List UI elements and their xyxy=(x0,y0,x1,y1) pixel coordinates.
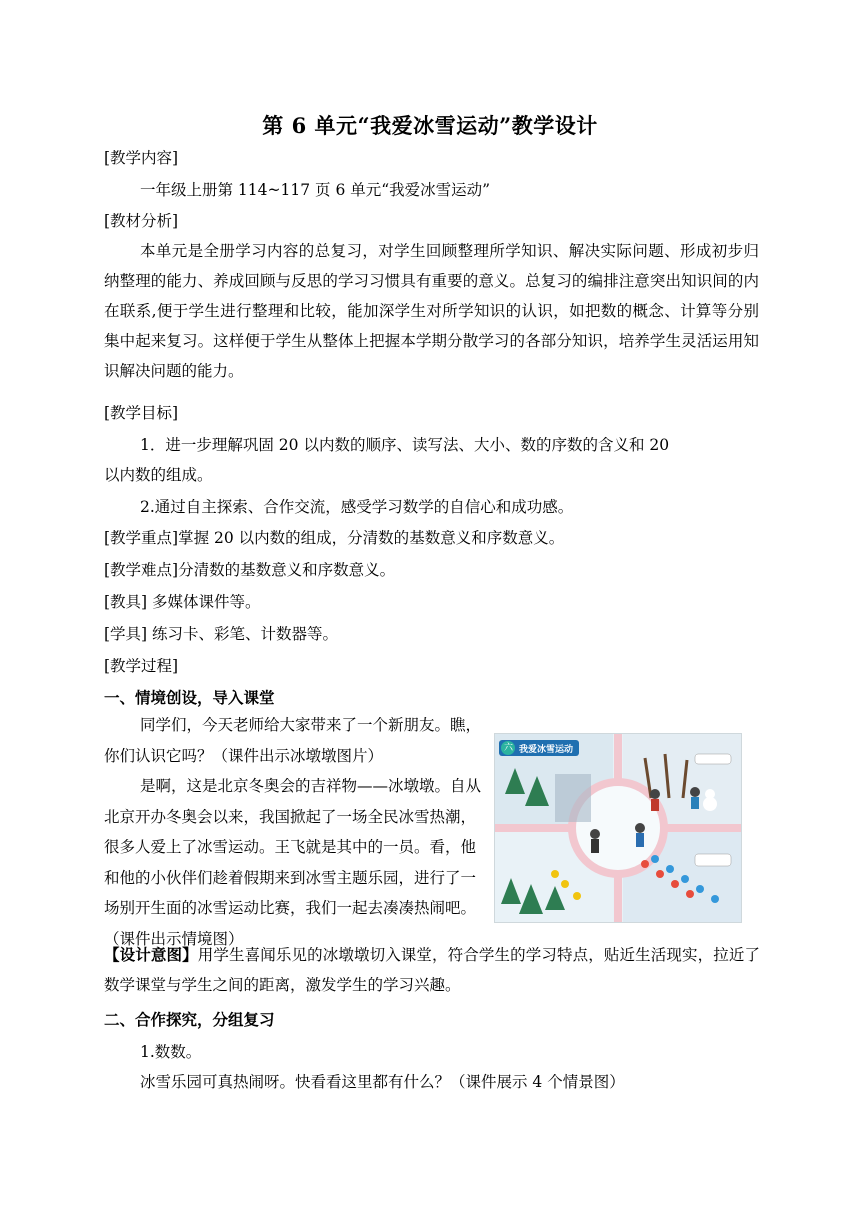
analysis-paragraph: 本单元是全册学习内容的总复习，对学生回顾整理所学知识、解决实际问题、形成初步归纳整理的能力、养成回顾与反思的学习习惯具有重要的意义。总复习的编排注意突出知识间的内在联系,便于学生进行整理和比较，能加深学生对所学知识的认识，如把数的概念、计算等分别集中起来复习。这样便于学生从整体上把握本学期分散学习的各部分知识，培养学生灵活运用知识解决问题的能力。 xyxy=(104,242,759,380)
section-heading-difficulty: [教学难点] xyxy=(104,561,179,579)
section-heading-key: [教学重点] xyxy=(104,529,179,547)
design-intent-heading: 【设计意图】 xyxy=(104,945,198,964)
goal-1-line-b: 以内数的组成。 xyxy=(104,466,213,484)
step-2-heading: 二、合作探究，分组复习 xyxy=(104,1010,275,1029)
section-heading-tools: [教具] xyxy=(104,593,148,611)
student-tools-row xyxy=(104,622,338,644)
key-point-text: 掌握 20 以内数的组成，分清数的基数意义和序数意义。 xyxy=(178,529,565,547)
content-text: 一年级上册第 114~117 页 6 单元“我爱冰雪运动” xyxy=(140,181,491,199)
scene-illustration-svg xyxy=(495,734,741,922)
goal-2: 2.通过自主探索、合作交流，感受学习数学的自信心和成功感。 xyxy=(140,498,574,516)
step-2-text: 冰雪乐园可真热闹呀。快看看这里都有什么？（课件展示 4 个情景图） xyxy=(140,1073,625,1091)
section-heading-analysis: [教材分析] xyxy=(104,212,179,230)
page-title: 第 6 单元“我爱冰雪运动”教学设计 xyxy=(262,113,598,138)
illustration-badge: 六 xyxy=(503,743,513,753)
section-heading-process: [教学过程] xyxy=(104,657,179,675)
step-1-paragraph-1: 同学们，今天老师给大家带来了一个新朋友。瞧，你们认识它吗？（课件出示冰墩墩图片） xyxy=(104,716,482,765)
section-heading-student-tools: [学具] xyxy=(104,625,148,643)
step-1-heading: 一、情境创设，导入课堂 xyxy=(104,688,275,707)
step-1-paragraph-2: 是啊，这是北京冬奥会的吉祥物——冰墩墩。自从北京开办冬奥会以来，我国掀起了一场全民冰雪热潮，很多人爱上了冰雪运动。王飞就是其中的一员。看，他和他的小伙伴们趁着假期来到冰雪主题乐园，进行了一场别开生面的冰雪运动比赛，我们一起去凑凑热闹吧。（课件出示情境图） xyxy=(104,777,482,948)
student-tools-text: 练习卡、彩笔、计数器等。 xyxy=(147,625,339,643)
tools-text: 多媒体课件等。 xyxy=(147,593,261,611)
goal-1-line-a: 1．进一步理解巩固 20 以内数的顺序、读写法、大小、数的序数的含义和 20 xyxy=(140,436,670,454)
key-point-row xyxy=(104,526,564,548)
design-intent-text: 用学生喜闻乐见的冰墩墩切入课堂，符合学生的学习特点，贴近生活现实，拉近了数学课堂与学生之间的距离，激发学生的学习兴趣。 xyxy=(104,946,760,994)
difficulty-text: 分清数的基数意义和序数意义。 xyxy=(178,561,396,579)
difficulty-row xyxy=(104,558,395,580)
teaching-tools-row xyxy=(104,590,261,612)
illustration-caption: 我爱冰雪运动 xyxy=(519,745,574,755)
step-2-subheading: 1.数数。 xyxy=(140,1043,202,1061)
design-intent-paragraph xyxy=(104,940,760,1000)
section-heading-goals: [教学目标] xyxy=(104,404,179,422)
section-heading-content: [教学内容] xyxy=(104,149,179,167)
scene-illustration xyxy=(494,733,742,923)
